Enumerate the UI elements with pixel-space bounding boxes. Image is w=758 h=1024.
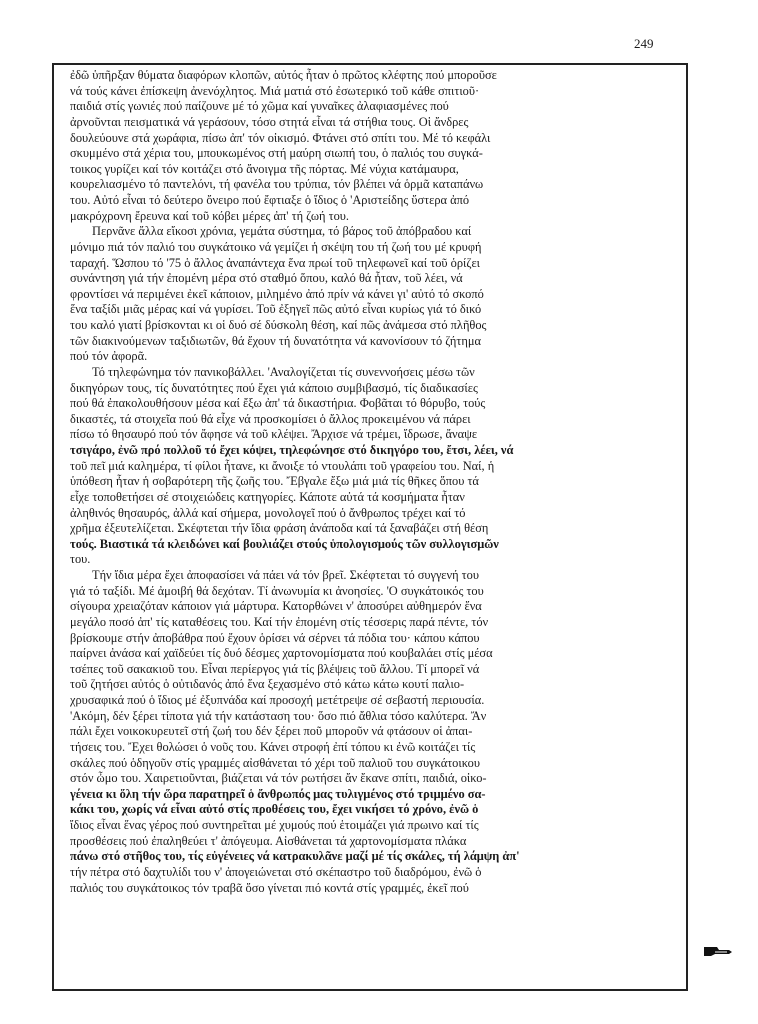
- text-line: δουλεύουνε στά χωράφια, πίσω ἀπ' τόν οἰκισμό. Φτάνει στό σπίτι του. Μέ τό κεφάλι: [70, 130, 491, 145]
- text-line: παίρνει ἀνάσα καί χαϊδεύει τίς δυό δέσμες χαρτονομίσματα πού κουβαλάει στίς μέσα: [70, 646, 493, 661]
- pointing-hand-icon: [703, 944, 733, 958]
- text-line: τοῦ πεῖ μιά καλημέρα, τί φίλοι ἦτανε, κι ἄνοιξε τό ντουλάπι τοῦ γραφείου του. Ναί, ἡ: [70, 458, 495, 473]
- text-line: κάκι του, χωρίς νά εἶναι αὐτό στίς προθέσεις του, ἔχει νικήσει τό χρόνο, ἐνῶ ὁ: [70, 802, 479, 817]
- text-line: σκάλες πού ὁδηγοῦν στίς γραμμές αἰσθάνεται τό χέρι τοῦ παλιοῦ του συγκάτοικου: [70, 755, 480, 770]
- text-line: τοῦ ζητήσει αὐτός ὁ οὐτιδανός ἀπό ἕνα ξεχασμένο στό κάτω κάτω κουτί παλιο-: [70, 677, 465, 692]
- text-line: τούς. Βιαστικά τά κλειδώνει καί βουλιάζει στούς ὑπολογισμούς τῶν συλλογισμῶν: [70, 536, 499, 551]
- text-line: τήσεις του. Ἔχει θολώσει ὁ νοῦς του. Κάνει στροφή ἐπί τόπου κι ἐνῶ κοιτάζει τίς: [70, 739, 476, 754]
- text-line: ἐδῶ ὑπῆρξαν θύματα διαφόρων κλοπῶν, αὐτός ἦταν ὁ πρῶτος κλέφτης πού μποροῦσε: [70, 68, 497, 82]
- text-line: Τήν ἴδια μέρα ἔχει ἀποφασίσει νά πάει νά τόν βρεῖ. Σκέφτεται τό συγγενή του: [92, 568, 479, 582]
- text-line: παλιός του συγκάτοικος τόν τραβᾶ ὅσο γίνεται πιό κοντά στίς γραμμές, ἐκεῖ πού: [70, 880, 469, 895]
- text-line: μόνιμο πιά τόν παλιό του συγκάτοικο νά γεμίζει ἡ σκέψη του τή ζωή του μέ κρυφή: [70, 239, 482, 254]
- text-line: πάνω στό στῆθος του, τίς εὐγένειες νά κατρακυλᾶνε μαζί μέ τίς σκάλες, τή λάμψη ἀπ': [70, 849, 520, 864]
- text-line: σίγουρα χρειαζόταν κάποιον γιά μάρτυρα. Κατορθώνει ν' ἀποσύρει αὐθημερόν ἕνα: [70, 599, 482, 614]
- text-line: Τό τηλεφώνημα τόν πανικοβάλλει. 'Αναλογίζεται τίς συνεννοήσεις μέσω τῶν: [92, 364, 475, 379]
- text-line: χρῆμα ἐξευτελίζεται. Σκέφτεται τήν ἴδια φράση ἀνάποδα καί τά ξαναβάζει στή θέση: [70, 521, 489, 536]
- text-line: τσέπες τοῦ σακακιοῦ του. Εἶναι περίεργος γιά τίς βλέψεις τοῦ ἄλλου. Τί μπορεῖ νά: [70, 661, 480, 676]
- text-line: ταραχή. Ὥσπου τό '75 ὁ ἄλλος ἀναπάντεχα ἕνα πρωί τοῦ τηλεφωνεῖ καί τοῦ ὁρίζει: [70, 255, 481, 270]
- text-line: νά τούς κάνει ἐπίσκεψη ἀνενόχλητος. Μιά ματιά στό ἐσωτερικό τοῦ κάθε σπιτιοῦ·: [70, 83, 480, 98]
- text-line: ἴδιος εἶναι ἕνας γέρος πού συντηρεῖται μέ χυμούς πού ἑτοιμάζει γιά πρωινο καί τίς: [70, 818, 479, 832]
- text-line: φροντίσει νά περιμένει ἐκεῖ κάποιον, μιλημένο ἀπό πρίν νά κάνει γι' αὐτό τό σκοπό: [70, 286, 484, 301]
- text-line: Περνᾶνε ἄλλα εἴκοσι χρόνια, γεμάτα σύστημα, τό βάρος τοῦ ἀπόβραδου καί: [92, 224, 472, 239]
- text-line: πίσω τό θησαυρό πού τόν ἄφησε νά τοῦ κλέψει. Ἄρχισε νά τρέμει, ἴδρωσε, ἄναψε: [70, 427, 478, 442]
- body-text: [70, 68, 672, 896]
- text-line: τήν πέτρα στό δαχτυλίδι του ν' ἀπογειώνεται στό σκέπαστρο τοῦ διαδρόμου, ἐνῶ ὁ: [70, 864, 482, 879]
- text-line: γένεια κι ὅλη τήν ὥρα παρατηρεῖ ὁ ἄνθρωπός μας τυλιγμένος στό τριμμένο σα-: [70, 786, 486, 801]
- text-line: συνάντηση γιά τήν ἐπομένη μέρα στό σταθμό ὅπου, καλό θά ἦταν, τοῦ λέει, νά: [70, 271, 463, 286]
- text-line: βρίσκουμε στήν ἀποβάθρα πού ἔχουν ὁρίσει νά σέρνει τά πόδια του· κάπου κάπου: [70, 630, 480, 645]
- text-line: ὑπόθεση ἦταν ἡ σοβαρότερη τῆς ζωῆς του. Ἔβγαλε ἔξω μιά μιά τίς θῆκες ὅπου τά: [70, 474, 479, 489]
- text-line: μακρόχρονη ἔρευνα καί τοῦ κόβει μέρες ἀπ' τή ζωή του.: [70, 208, 349, 223]
- text-line: 'Ακόμη, δέν ξέρει τίποτα γιά τήν κατάσταση του· ὅσο πιό ἄθλια τόσο καλύτερα. Ἄν: [70, 708, 487, 723]
- text-line: εἶχε τοποθετήσει σέ στοιχειώδεις κατηγορίες. Κάποτε αὐτά τά κοσμήματα ἦταν: [70, 489, 465, 504]
- text-line: μεγάλο ποσό ἀπ' τίς καταθέσεις του. Καί τήν ἐπομένη στίς τέσσερις παρά πέντε, τόν: [70, 614, 489, 629]
- text-line: τοικος γυρίζει καί τόν κοιτάζει στό ἄνοιγμα τῆς πόρτας. Μέ νύχια κατάμαυρα,: [70, 161, 459, 176]
- text-line: χρυσαφικά πού ὁ ἴδιος μέ ἐξυπνάδα καί προσοχή μετέτρεψε σέ σεβαστή περιουσία.: [70, 693, 485, 707]
- text-line: τῶν διακινούμενων ταξιδιωτῶν, θά ἔχουν τή δυνατότητα νά κανονίσουν τό ζήτημα: [70, 333, 481, 348]
- text-line: πού θά ἐπακολουθήσουν μέσα καί ἔξω ἀπ' τά δικαστήρια. Φοβᾶται τό θόρυβο, τούς: [70, 396, 486, 411]
- text-line: του.: [70, 552, 91, 567]
- text-line: γιά τό ταξίδι. Μέ ἀμοιβή θά δεχόταν. Τί ἀνωνυμία κι ἀνοησίες. 'Ο συγκάτοικός του: [70, 583, 484, 598]
- text-line: πού τόν ἀφορᾶ.: [70, 349, 148, 364]
- text-line: τσιγάρο, ἐνῶ πρό πολλοῦ τό ἔχει κόψει, τηλεφώνησε στό δικηγόρο του, ἔτσι, λέει, νά: [70, 443, 514, 457]
- text-line: πάλι ἔχει νοικοκυρευτεῖ στή ζωή του δέν ξέρει ποῦ μποροῦν νά φτάσουν οἱ ἀπαι-: [70, 724, 473, 739]
- page-number: 249: [634, 36, 654, 51]
- text-line: του καλό γιατί βρίσκονται κι οἱ δυό σέ δύσκολη θέση, καί πῶς ἀνάμεσα στό πλῆθος: [70, 318, 487, 332]
- text-line: ἕνα ταξίδι μιᾶς μέρας καί νά γυρίσει. Τοῦ ἐξηγεῖ πῶς αὐτό εἶναι κυρίως γιά τό δικό: [70, 302, 482, 317]
- text-line: δικαστές, τά στοιχεῖα πού θά εἶχε νά προσκομίσει ὁ ἄλλος προκειμένου νά πάρει: [70, 411, 471, 426]
- text-line: προσθέσεις πού ἐπαληθεύει τ' ἀπόγευμα. Αἰσθάνεται τά χαρτονομίσματα πλάκα: [70, 833, 467, 848]
- text-line: δικηγόρων τους, τίς δυνατότητες πού ἔχει γιά κάποιο συμβιβασμό, τίς διαδικασίες: [70, 380, 478, 395]
- text-line: ἀληθινός θησαυρός, ἀλλά καί σήμερα, μονολογεῖ πού ὁ ἄνθρωπος τρέχει καί τό: [70, 505, 466, 520]
- text-line: κουρελιασμένο τό παντελόνι, τή φανέλα του τρύπια, τόν βλέπει νά ὁρμᾶ καταπάνω: [70, 177, 484, 192]
- text-line: στόν ὦμο του. Χαιρετιοῦνται, βιάζεται νά τόν ρωτήσει ἄν ἔκανε σπίτι, παιδιά, οἰκο-: [70, 771, 487, 786]
- text-line: σκυμμένο στά χέρια του, μπουκωμένος στή μαύρη σιωπή του, ὁ παλιός του συγκά-: [70, 146, 483, 161]
- text-line: του. Αὐτό εἶναι τό δεύτερο ὄνειρο πού ἔφτιαξε ὁ ἴδιος ὁ 'Αριστείδης ὕστερα ἀπό: [70, 193, 470, 207]
- text-line: παιδιά στίς γωνιές πού παίζουνε μέ τό χῶμα καί γυναῖκες ἀλαφιασμένες πού: [70, 99, 449, 114]
- text-line: ἀρνοῦνται πεισματικά νά γεράσουν, τόσο στητά εἶναι τά στήθια τους. Οἱ ἄνδρες: [70, 114, 469, 129]
